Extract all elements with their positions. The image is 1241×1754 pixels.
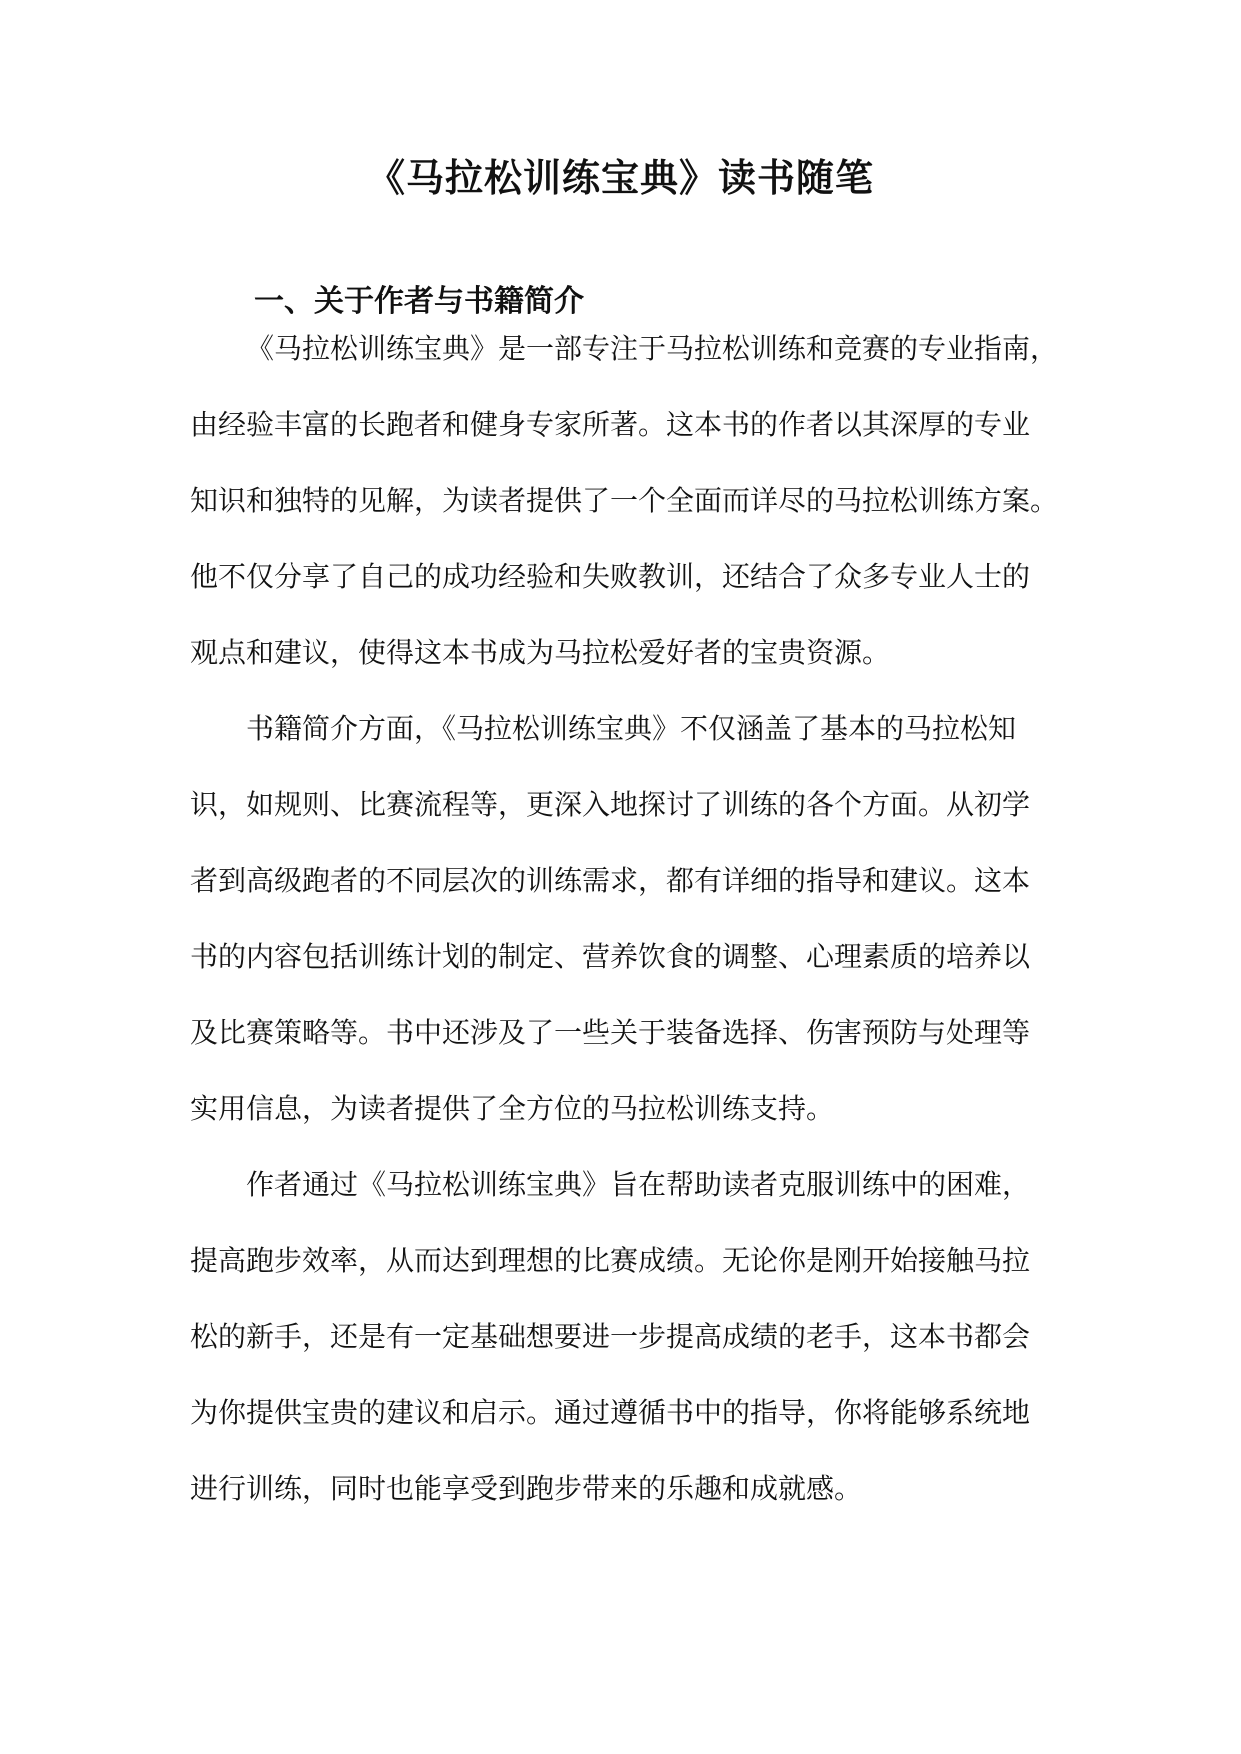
paragraph-line: 者到高级跑者的不同层次的训练需求，都有详细的指导和建议。这本 bbox=[190, 864, 1031, 897]
paragraph-line: 提高跑步效率，从而达到理想的比赛成绩。无论你是刚开始接触马拉 bbox=[190, 1244, 1031, 1277]
paragraph-line: 书籍简介方面，《马拉松训练宝典》不仅涵盖了基本的马拉松知 bbox=[246, 712, 1017, 745]
paragraph-line: 为你提供宝贵的建议和启示。通过遵循书中的指导，你将能够系统地 bbox=[190, 1396, 1031, 1429]
paragraph-line: 他不仅分享了自己的成功经验和失败教训，还结合了众多专业人士的 bbox=[190, 560, 1031, 593]
paragraph-line: 由经验丰富的长跑者和健身专家所著。这本书的作者以其深厚的专业 bbox=[190, 408, 1031, 441]
paragraph-author-intro bbox=[190, 311, 1060, 691]
paragraph-line: 书的内容包括训练计划的制定、营养饮食的调整、心理素质的培养以 bbox=[190, 940, 1031, 973]
paragraph-book-summary bbox=[190, 691, 1060, 1147]
paragraph-line: 松的新手，还是有一定基础想要进一步提高成绩的老手，这本书都会 bbox=[190, 1320, 1031, 1353]
paragraph-line: 及比赛策略等。书中还涉及了一些关于装备选择、伤害预防与处理等 bbox=[190, 1016, 1031, 1049]
paragraph-line: 知识和独特的见解，为读者提供了一个全面而详尽的马拉松训练方案。 bbox=[190, 484, 1059, 517]
paragraph-book-purpose bbox=[190, 1147, 1060, 1527]
paragraph-line: 作者通过《马拉松训练宝典》旨在帮助读者克服训练中的困难， bbox=[246, 1168, 1031, 1201]
paragraph-line: 识，如规则、比赛流程等，更深入地探讨了训练的各个方面。从初学 bbox=[190, 788, 1031, 821]
paragraph-line: 实用信息，为读者提供了全方位的马拉松训练支持。 bbox=[190, 1092, 835, 1125]
paragraph-line: 进行训练，同时也能享受到跑步带来的乐趣和成就感。 bbox=[190, 1472, 863, 1505]
paragraph-line: 《马拉松训练宝典》是一部专注于马拉松训练和竞赛的专业指南， bbox=[246, 332, 1059, 365]
document-title: 《马拉松训练宝典》读书随笔 bbox=[366, 156, 874, 200]
paragraph-line: 观点和建议，使得这本书成为马拉松爱好者的宝贵资源。 bbox=[190, 636, 891, 669]
section-heading: 一、关于作者与书籍简介 bbox=[254, 284, 584, 319]
